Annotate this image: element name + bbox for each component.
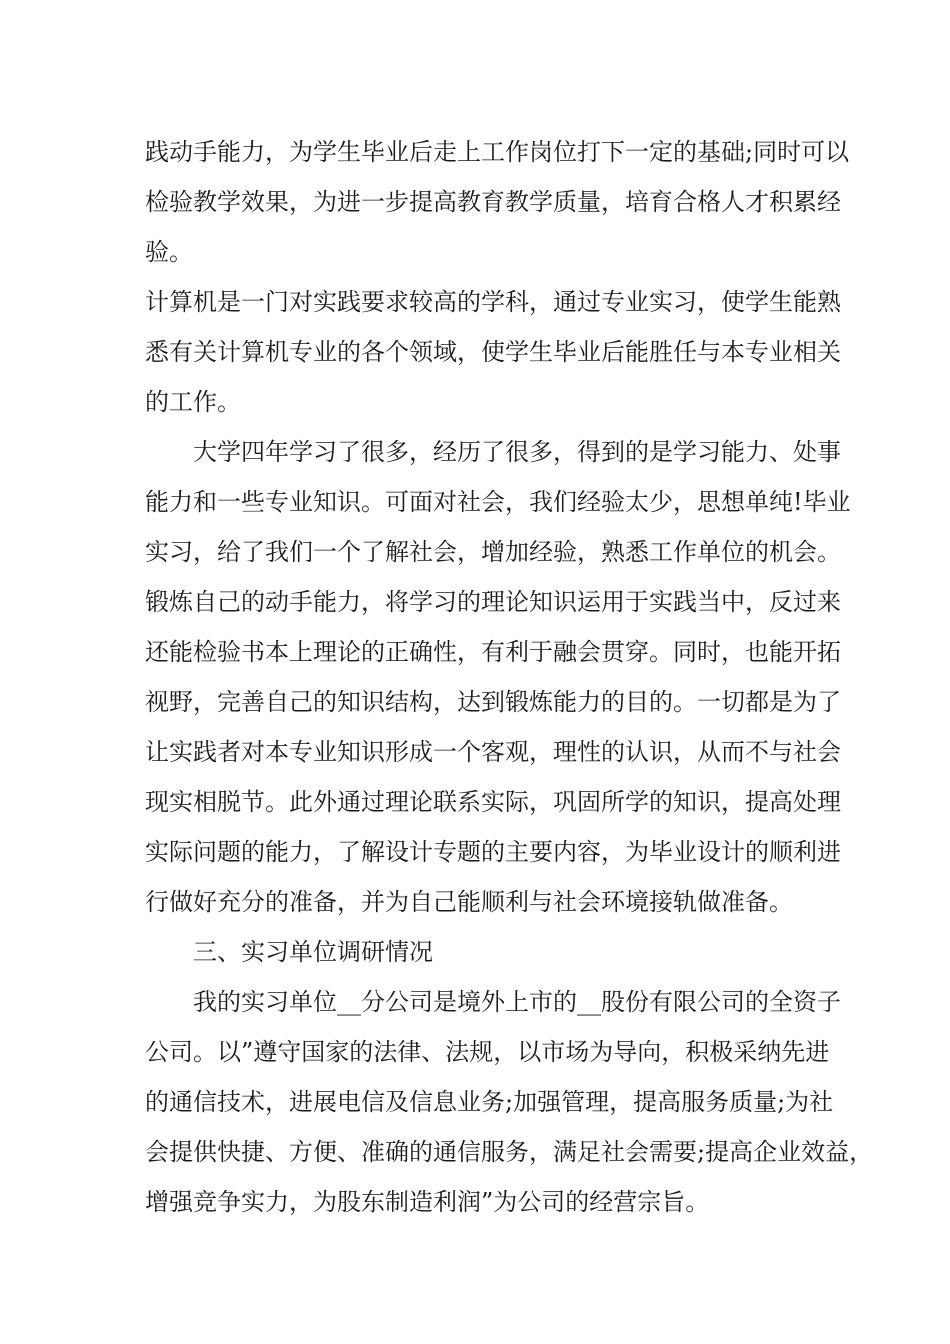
paragraph-line: 视野，完善自己的知识结构，达到锻炼能力的目的。一切都是为了: [145, 688, 841, 716]
paragraph-line: 验。: [145, 238, 193, 266]
paragraph-line: 现实相脱节。此外通过理论联系实际，巩固所学的知识，提高处理: [145, 788, 841, 816]
paragraph-line: 检验教学效果，为进一步提高教育教学质量，培育合格人才积累经: [145, 188, 841, 216]
paragraph-line: 践动手能力，为学生毕业后走上工作岗位打下一定的基础;同时可以: [145, 138, 850, 166]
paragraph-line: 公司。以”遵守国家的法律、法规，以市场为导向，积极采纳先进: [145, 1038, 830, 1066]
section-heading: 三、实习单位调研情况: [193, 938, 433, 966]
paragraph-line: 会提供快捷、方便、准确的通信服务，满足社会需要;提高企业效益，: [145, 1138, 874, 1166]
paragraph-line: 实际问题的能力，了解设计专题的主要内容，为毕业设计的顺利进: [145, 838, 841, 866]
paragraph-line: 实习，给了我们一个了解社会，增加经验，熟悉工作单位的机会。: [145, 538, 841, 566]
paragraph-line: 悉有关计算机专业的各个领域，使学生毕业后能胜任与本专业相关: [145, 338, 841, 366]
paragraph-line: 计算机是一门对实践要求较高的学科，通过专业实习，使学生能熟: [145, 288, 841, 316]
paragraph-line: 能力和一些专业知识。可面对社会，我们经验太少，思想单纯!毕业: [145, 488, 851, 516]
paragraph-line: 大学四年学习了很多，经历了很多，得到的是学习能力、处事: [193, 438, 841, 466]
paragraph-line: 还能检验书本上理论的正确性，有利于融会贯穿。同时，也能开拓: [145, 638, 841, 666]
paragraph-line: 增强竞争实力，为股东制造利润”为公司的经营宗旨。: [145, 1188, 710, 1216]
paragraph-line: 的通信技术，进展电信及信息业务;加强管理，提高服务质量;为社: [145, 1088, 834, 1116]
paragraph-line: 我的实习单位__分公司是境外上市的__股份有限公司的全资子: [193, 988, 841, 1016]
paragraph-line: 的工作。: [145, 388, 241, 416]
paragraph-line: 锻炼自己的动手能力，将学习的理论知识运用于实践当中，反过来: [145, 588, 841, 616]
paragraph-line: 让实践者对本专业知识形成一个客观，理性的认识，从而不与社会: [145, 738, 841, 766]
paragraph-line: 行做好充分的准备，并为自己能顺利与社会环境接轨做准备。: [145, 888, 793, 916]
